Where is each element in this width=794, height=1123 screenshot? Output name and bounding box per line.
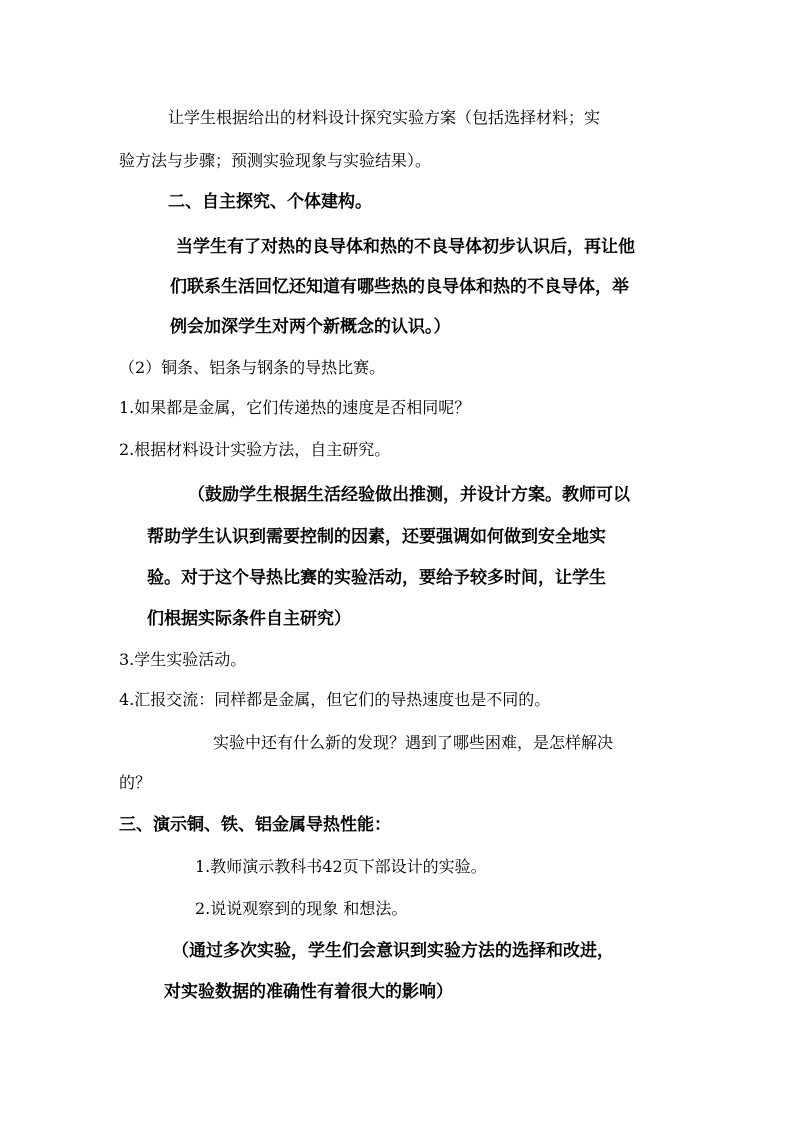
paragraph-line: （通过多次实验，学生们会意识到实验方法的选择和改进， <box>172 941 614 961</box>
list-item: 4.汇报交流：同样都是金属，但它们的导热速度也是不同的。 <box>119 690 551 709</box>
paragraph-line: 验方法与步骤；预测实验现象与实验结果）。 <box>119 151 432 170</box>
list-item: 1.教师演示教科书42页下部设计的实验。 <box>195 857 487 876</box>
list-item: 1.如果都是金属，它们传递热的速度是否相同呢？ <box>119 398 471 417</box>
paragraph-line: 的？ <box>119 773 152 792</box>
paragraph-line: 对实验数据的准确性有着很大的影响） <box>164 982 453 1002</box>
list-item: 2.说说观察到的现象 和想法。 <box>195 899 408 918</box>
paragraph-line: 们根据实际条件自主研究） <box>147 609 351 629</box>
subsection-heading: （2）铜条、铝条与钢条的导热比赛。 <box>119 358 386 377</box>
list-item: 2.根据材料设计实验方法，自主研究。 <box>119 440 391 459</box>
paragraph-line: 让学生根据给出的材料设计探究实验方案（包括选择材料；实 <box>168 108 601 127</box>
section-heading: 三、演示铜、铁、铝金属导热性能： <box>119 815 391 835</box>
paragraph-line: 帮助学生认识到需要控制的因素，还要强调如何做到安全地实 <box>147 527 606 547</box>
paragraph-line: （鼓励学生根据生活经验做出推测，并设计方案。教师可以 <box>188 485 630 505</box>
paragraph-line: 例会加深学生对两个新概念的认识。） <box>170 317 451 337</box>
list-item: 3.学生实验活动。 <box>119 650 247 669</box>
paragraph-line: 们联系生活回忆还知道有哪些热的良导体和热的不良导体，举 <box>170 277 629 297</box>
paragraph-line: 当学生有了对热的良导体和热的不良导体初步认识后，再让他 <box>176 237 635 257</box>
paragraph-line: 验。对于这个导热比赛的实验活动，要给予较多时间，让学生 <box>147 568 606 588</box>
section-heading: 二、自主探究、个体建构。 <box>168 192 372 212</box>
paragraph-line: 实验中还有什么新的发现？遇到了哪些困难，是怎样解决 <box>213 733 614 752</box>
